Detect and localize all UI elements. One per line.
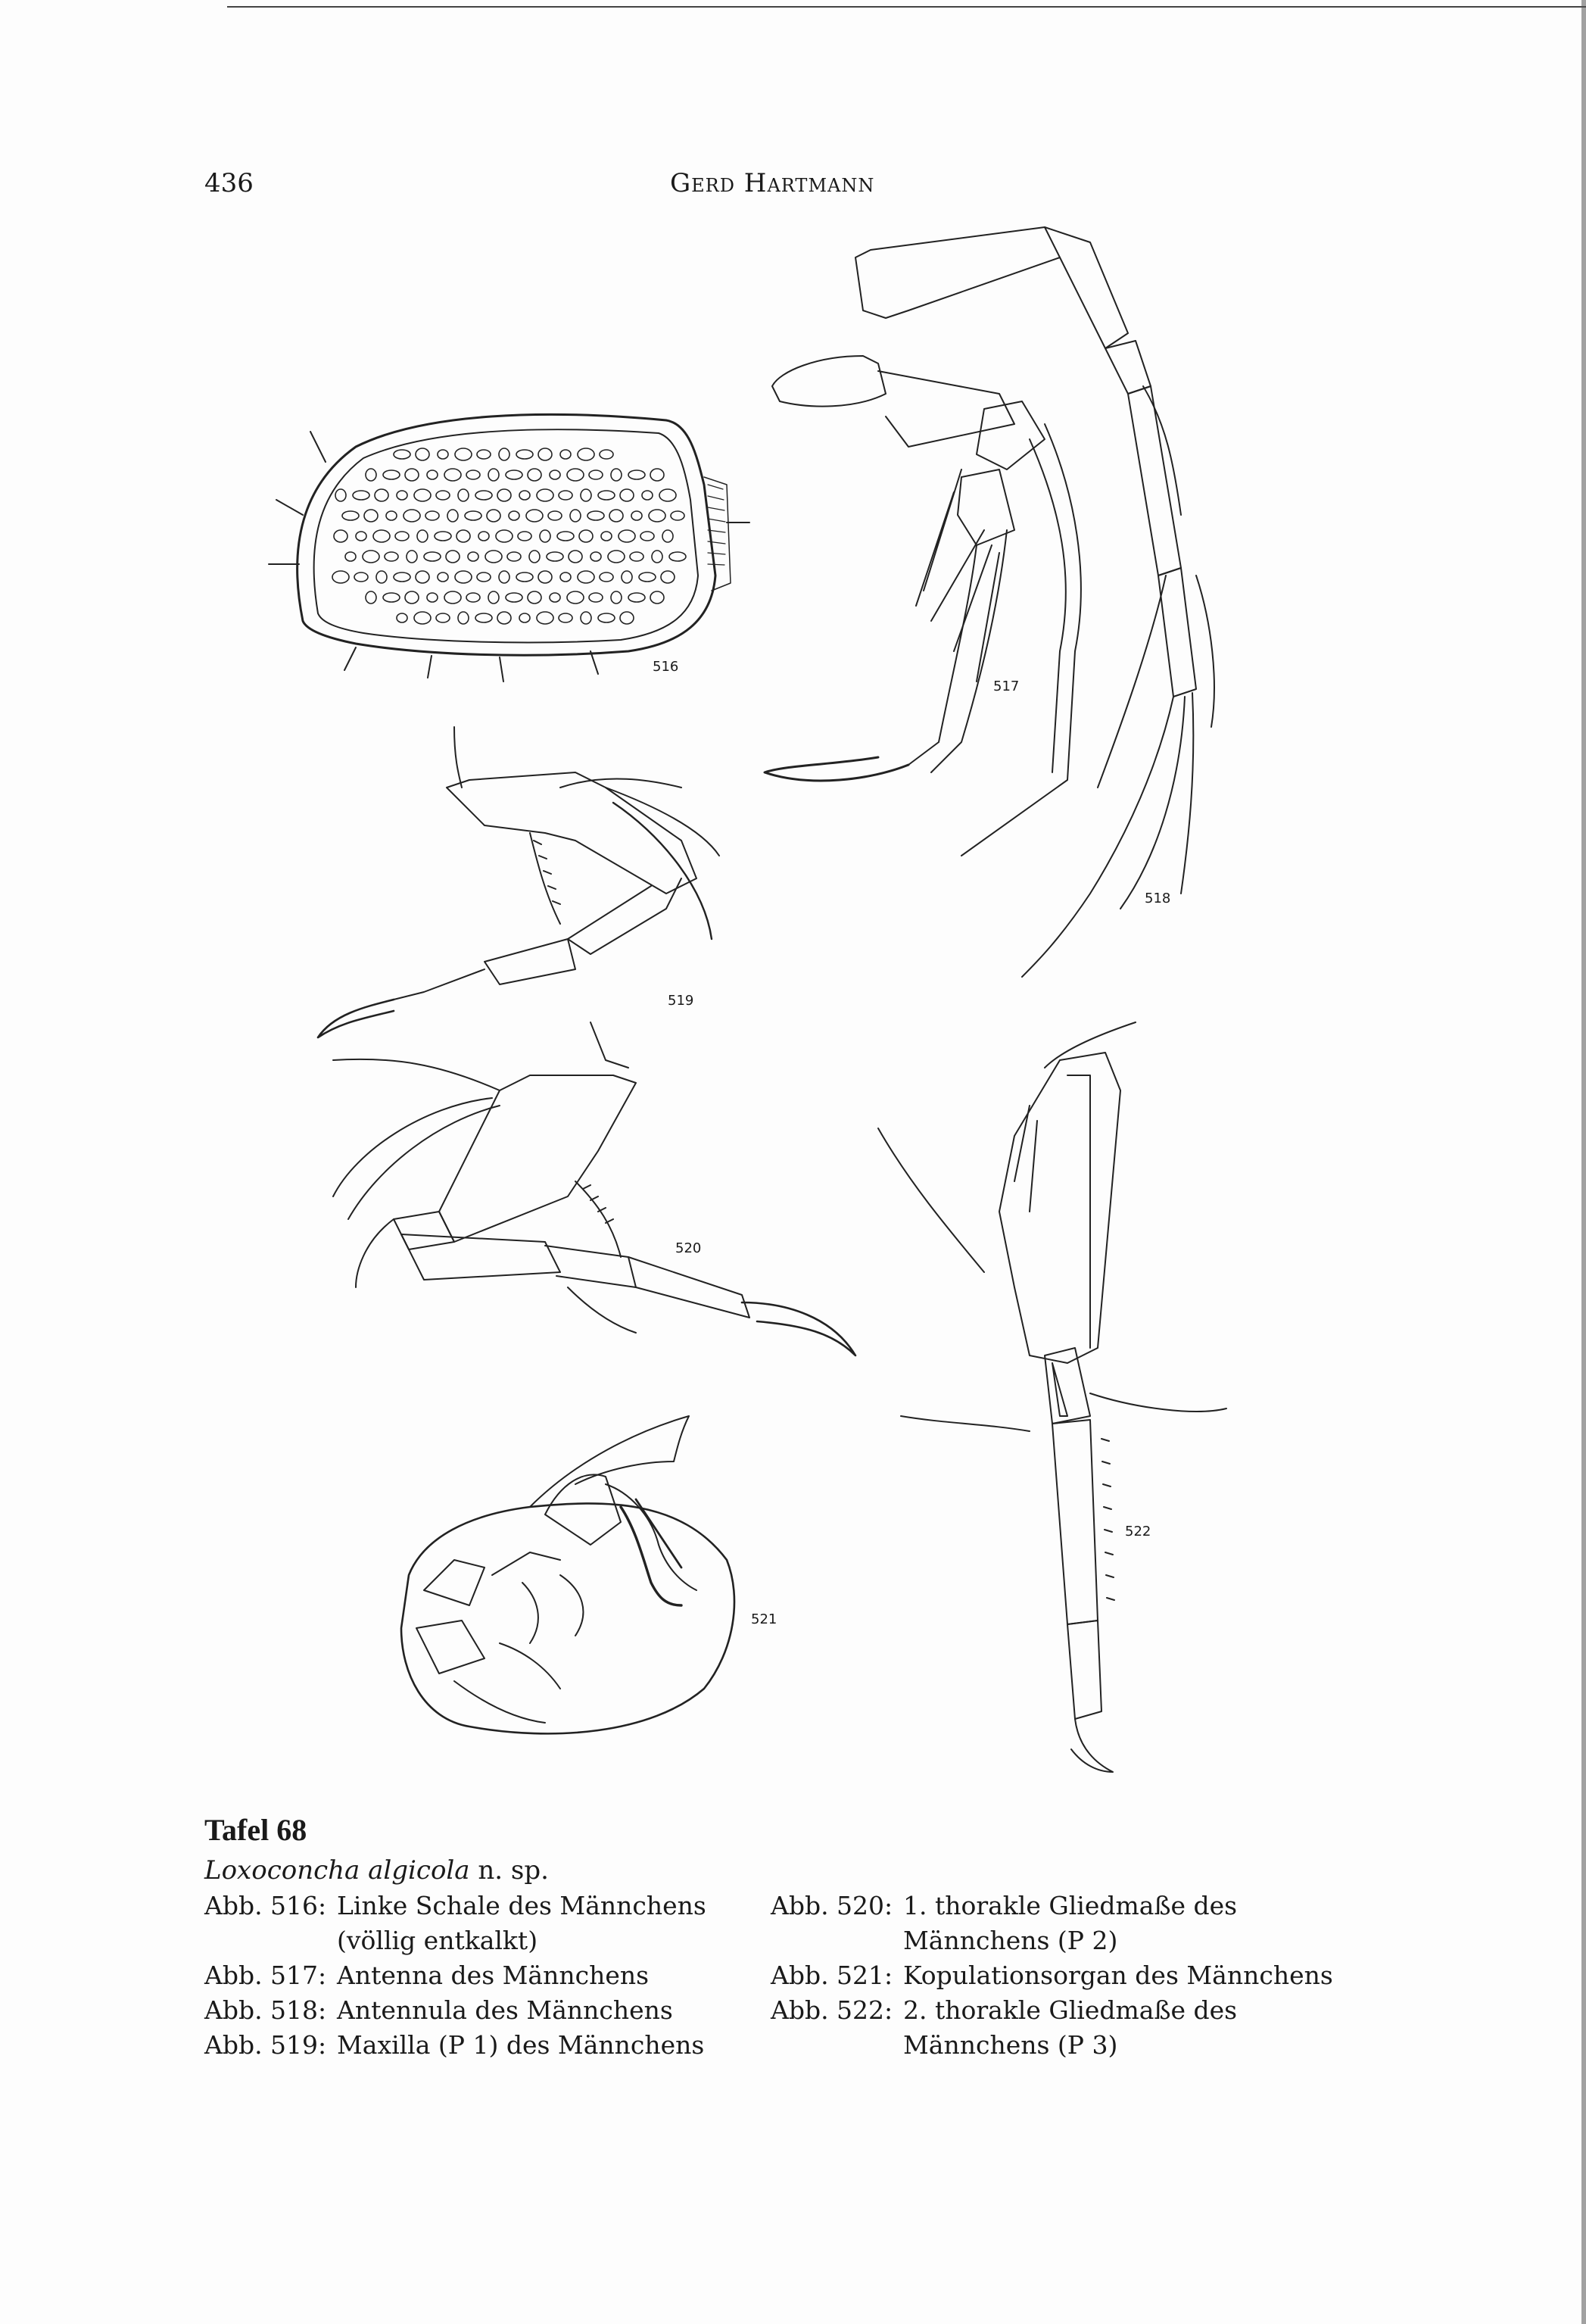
figure-label-520: 520 <box>675 1240 702 1256</box>
caption-column-left <box>204 1889 749 2063</box>
shell-pit <box>567 469 584 481</box>
shell-pit <box>353 491 369 500</box>
shell-pit <box>407 551 417 563</box>
figure-label-521: 521 <box>751 1611 777 1627</box>
shell-pit <box>375 489 388 501</box>
species-line <box>204 1855 549 1886</box>
shell-pit <box>579 530 593 542</box>
shell-pit <box>537 612 553 624</box>
figure-519-maxilla-drawing <box>318 727 719 1037</box>
shell-pit <box>559 491 572 500</box>
shell-pit <box>477 572 491 582</box>
shell-pit <box>578 571 594 583</box>
shell-pit <box>650 591 664 604</box>
shell-pit <box>405 469 419 481</box>
shell-pit <box>548 511 562 520</box>
shell-pit <box>652 551 662 563</box>
shell-pit <box>416 448 429 460</box>
caption-key: Abb. 522: <box>771 1995 893 2025</box>
shell-pit <box>397 491 407 500</box>
shell-pit <box>436 491 450 500</box>
shell-pit <box>662 530 673 542</box>
caption-key: Abb. 520: <box>771 1891 893 1920</box>
caption-row <box>771 1889 1391 1923</box>
shell-pit <box>619 530 635 542</box>
shell-pit <box>394 572 410 582</box>
shell-pit <box>477 450 491 459</box>
caption-row <box>204 2028 749 2063</box>
shell-pit <box>427 470 438 479</box>
shell-pit <box>444 591 461 604</box>
shell-pit <box>600 572 613 582</box>
shell-pit <box>611 591 622 604</box>
shell-pit <box>332 571 349 583</box>
shell-pit <box>589 470 603 479</box>
caption-key: Abb. 517: <box>204 1961 327 1990</box>
caption-text: Linke Schale des Männchens <box>337 1891 706 1920</box>
shell-pit <box>485 551 502 563</box>
plate-title: Tafel 68 <box>204 1813 307 1847</box>
shell-pit <box>345 552 356 561</box>
shell-pit <box>395 532 409 541</box>
figure-522-thoracic-leg-drawing <box>878 1022 1226 1772</box>
figure-label-522: 522 <box>1125 1524 1151 1539</box>
shell-pit <box>354 572 368 582</box>
caption-key: Abb. 519: <box>204 2030 327 2060</box>
shell-pit <box>488 469 499 481</box>
shell-pit <box>487 510 500 522</box>
shell-pit <box>628 593 645 602</box>
shell-pit <box>438 572 448 582</box>
shell-pit <box>600 450 613 459</box>
shell-pit <box>499 448 509 460</box>
shell-pit <box>385 552 398 561</box>
shell-pit <box>416 571 429 583</box>
shell-pit <box>366 469 376 481</box>
caption-row <box>771 1923 1391 1958</box>
caption-key: Abb. 521: <box>771 1961 893 1990</box>
figure-label-516: 516 <box>653 659 679 675</box>
shell-pit <box>424 552 441 561</box>
figure-518-antennula-drawing <box>855 227 1214 977</box>
shell-pit <box>557 532 574 541</box>
shell-pit <box>417 530 428 542</box>
shell-pit <box>414 489 431 501</box>
shell-pit <box>458 612 469 624</box>
shell-pit <box>466 470 480 479</box>
figure-label-518: 518 <box>1145 891 1171 906</box>
shell-pit <box>620 612 634 624</box>
shell-pit <box>334 530 347 542</box>
running-head-author: Gerd Hartmann <box>670 168 875 198</box>
shell-pit <box>335 489 346 501</box>
caption-row <box>204 1889 749 1923</box>
shell-pit <box>538 448 552 460</box>
shell-pit <box>581 489 591 501</box>
shell-pit <box>570 510 581 522</box>
shell-pit <box>559 613 572 622</box>
figure-label-517: 517 <box>993 678 1020 694</box>
shell-pit <box>611 469 622 481</box>
shell-pit <box>567 591 584 604</box>
shell-pit <box>528 469 541 481</box>
caption-row <box>204 1923 749 1958</box>
caption-key <box>204 1923 337 1958</box>
shell-pit <box>373 530 390 542</box>
shell-pit <box>642 491 653 500</box>
shell-pit <box>598 491 615 500</box>
caption-row <box>204 1993 749 2028</box>
shell-pit <box>405 591 419 604</box>
shell-pit <box>540 530 550 542</box>
shell-pit <box>509 511 519 520</box>
shell-pit <box>446 551 460 563</box>
shell-pit <box>550 593 560 602</box>
shell-pit <box>363 551 379 563</box>
shell-pit <box>622 571 632 583</box>
shell-pit <box>519 491 530 500</box>
shell-pit <box>529 551 540 563</box>
shell-pit <box>475 491 492 500</box>
shell-pit <box>497 612 511 624</box>
caption-text: (völlig entkalkt) <box>337 1926 538 1955</box>
shell-pit <box>478 532 489 541</box>
figure-516-shell-drawing <box>269 414 749 682</box>
shell-pit <box>671 511 684 520</box>
shell-pit <box>383 593 400 602</box>
shell-pit <box>661 571 675 583</box>
shell-pit-pattern <box>332 448 686 624</box>
shell-pit <box>394 450 410 459</box>
shell-pit <box>518 532 531 541</box>
shell-pit <box>425 511 439 520</box>
shell-pit <box>590 552 601 561</box>
shell-pit <box>427 593 438 602</box>
shell-pit <box>528 591 541 604</box>
shell-pit <box>436 613 450 622</box>
shell-pit <box>550 470 560 479</box>
shell-pit <box>414 612 431 624</box>
caption-row <box>771 1993 1391 2028</box>
shell-pit <box>516 450 533 459</box>
shell-pit <box>609 510 623 522</box>
shell-pit <box>631 511 642 520</box>
shell-pit <box>649 510 665 522</box>
caption-text: Männchens (P 2) <box>903 1926 1118 1955</box>
caption-text: Maxilla (P 1) des Männchens <box>337 2030 705 2060</box>
caption-row <box>771 1958 1391 1993</box>
shell-pit <box>569 551 582 563</box>
shell-pit <box>516 572 533 582</box>
shell-pit <box>630 552 643 561</box>
shell-pit <box>659 489 676 501</box>
shell-pit <box>620 489 634 501</box>
page-number: 436 <box>204 168 254 198</box>
caption-row <box>204 1958 749 1993</box>
shell-pit <box>444 469 461 481</box>
shell-pit <box>376 571 387 583</box>
shell-pit <box>519 613 530 622</box>
shell-pit <box>499 571 509 583</box>
shell-pit <box>383 470 400 479</box>
caption-key: Abb. 518: <box>204 1995 327 2025</box>
caption-column-right <box>771 1889 1391 2063</box>
shell-pit <box>560 572 571 582</box>
shell-pit <box>366 591 376 604</box>
shell-pit <box>456 530 470 542</box>
shell-pit <box>458 489 469 501</box>
species-suffix: n. sp. <box>478 1855 549 1886</box>
caption-row <box>771 2028 1391 2063</box>
shell-pit <box>465 511 481 520</box>
caption-key: Abb. 516: <box>204 1891 327 1920</box>
shell-pit <box>507 552 521 561</box>
shell-pit <box>669 552 686 561</box>
shell-pit <box>435 532 451 541</box>
shell-pit <box>537 489 553 501</box>
figure-520-thoracic-leg-drawing <box>333 1022 855 1355</box>
shell-pit <box>578 448 594 460</box>
shell-pit <box>438 450 448 459</box>
caption-text: Antenna des Männchens <box>337 1961 650 1990</box>
figure-label-519: 519 <box>668 993 694 1009</box>
shell-pit <box>506 470 522 479</box>
shell-pit <box>356 532 366 541</box>
shell-pit <box>404 510 420 522</box>
caption-text: Antennula des Männchens <box>337 1995 673 2025</box>
shell-pit <box>639 572 656 582</box>
shell-pit <box>447 510 458 522</box>
caption-key <box>771 1923 903 1958</box>
shell-pit <box>506 593 522 602</box>
shell-pit <box>496 530 513 542</box>
caption-text: 1. thorakle Gliedmaße des <box>903 1891 1238 1920</box>
shell-pit <box>601 532 612 541</box>
shell-pit <box>468 552 478 561</box>
shell-pit <box>397 613 407 622</box>
shell-pit <box>587 511 604 520</box>
shell-pit <box>628 470 645 479</box>
shell-pit <box>608 551 625 563</box>
shell-pit <box>547 552 563 561</box>
caption-text: Kopulationsorgan des Männchens <box>903 1961 1333 1990</box>
caption-key <box>771 2028 903 2063</box>
figure-517-antenna-drawing <box>765 356 1081 856</box>
shell-pit <box>589 593 603 602</box>
caption-text: 2. thorakle Gliedmaße des <box>903 1995 1238 2025</box>
shell-pit <box>526 510 543 522</box>
species-name: Loxoconcha algicola <box>204 1855 470 1886</box>
shell-pit <box>364 510 378 522</box>
shell-pit <box>538 571 552 583</box>
figure-521-copulatory-organ-drawing <box>401 1416 734 1733</box>
shell-pit <box>455 571 472 583</box>
shell-pit <box>342 511 359 520</box>
shell-pit <box>386 511 397 520</box>
shell-pit <box>640 532 654 541</box>
shell-pit <box>466 593 480 602</box>
shell-pit <box>497 489 511 501</box>
shell-pit <box>488 591 499 604</box>
caption-text: Männchens (P 3) <box>903 2030 1118 2060</box>
shell-pit <box>581 612 591 624</box>
shell-pit <box>650 469 664 481</box>
shell-pit <box>598 613 615 622</box>
shell-pit <box>475 613 492 622</box>
shell-pit <box>560 450 571 459</box>
shell-pit <box>455 448 472 460</box>
